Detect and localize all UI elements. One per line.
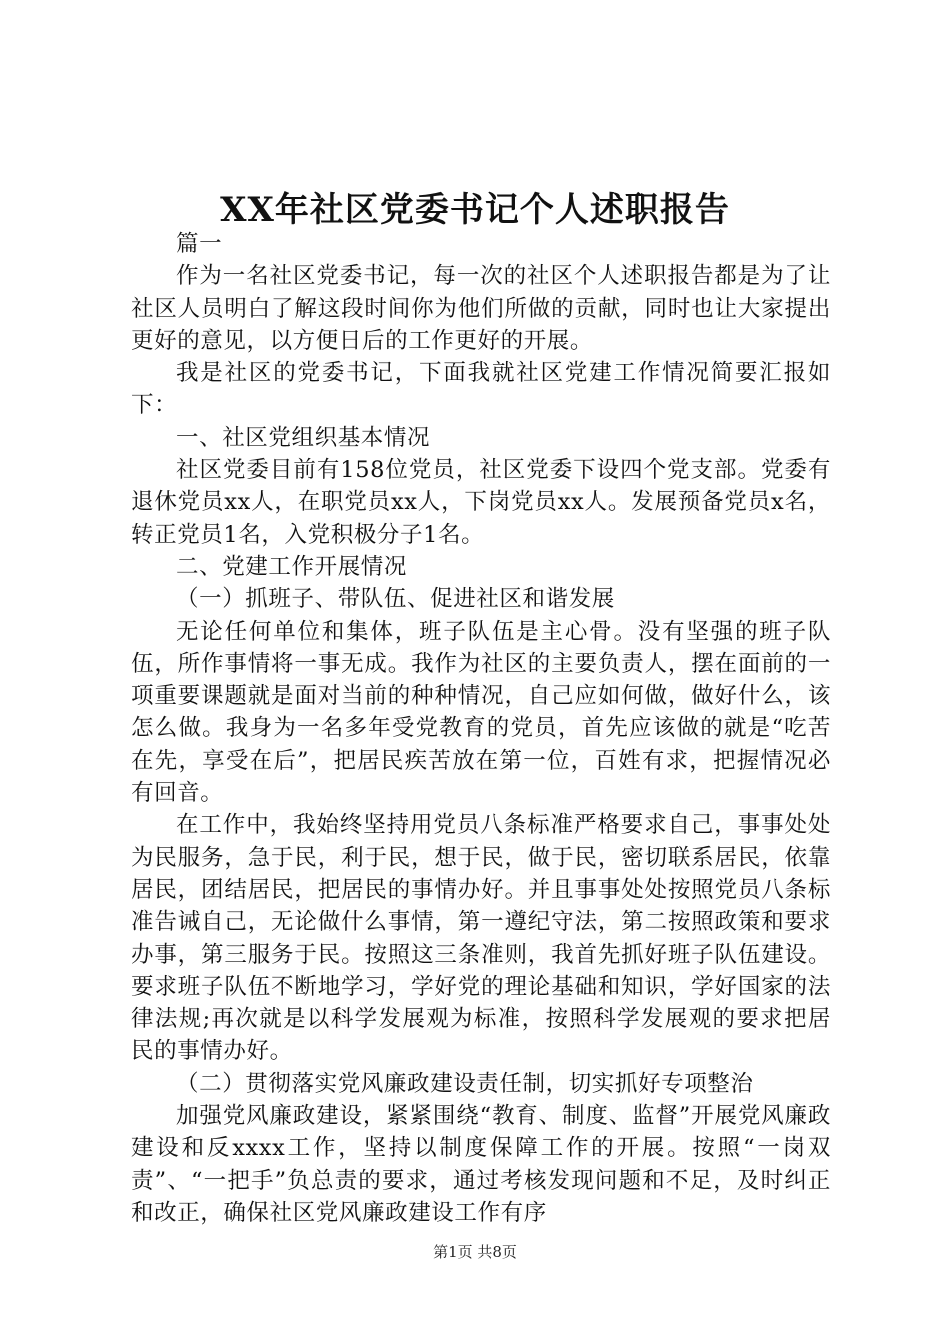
subsection-heading: （二）贯彻落实党风廉政建设责任制，切实抓好专项整治: [176, 1070, 754, 1097]
body-paragraph: 无论任何单位和集体，班子队伍是主心骨。没有坚强的班子队伍，所作事情将一事无成。我作为社区的主要负责人，摆在面前的一项重要课题就是面对当前的种种情况，自己应如何做，做好什么，该怎么做。我身为一名多年受党教育的党员，首先应该做的就是“吃苦在先，享受在后”，把居民疾苦放在第一位，百姓有求，把握情况必有回音。: [131, 618, 831, 807]
section-heading: 一、社区党组织基本情况: [176, 424, 431, 451]
section-heading: 二、党建工作开展情况: [176, 553, 408, 580]
document-body: [131, 228, 831, 1229]
body-paragraph: 作为一名社区党委书记，每一次的社区个人述职报告都是为了让社区人员明白了解这段时间你为他们所做的贡献，同时也让大家提出更好的意见，以方便日后的工作更好的开展。: [131, 263, 831, 354]
body-paragraph: 我是社区的党委书记，下面我就社区党建工作情况简要汇报如下：: [131, 360, 831, 419]
section-label: 篇一: [176, 231, 223, 257]
body-paragraph: 加强党风廉政建设，紧紧围绕“教育、制度、监督”开展党风廉政建设和反xxxx工作，坚持以制度保障工作的开展。按照“一岗双责”、“一把手”负总责的要求，通过考核发现问题和不足，及时纠正和改正，确保社区党风廉政建设工作有序: [131, 1103, 831, 1226]
body-paragraph: 社区党委目前有158位党员，社区党委下设四个党支部。党委有退休党员xx人，在职党员xx人，下岗党员xx人。发展预备党员x名，转正党员1名，入党积极分子1名。: [131, 457, 831, 548]
document-title: XX年社区党委书记个人述职报告: [220, 190, 730, 230]
body-paragraph: 在工作中，我始终坚持用党员八条标准严格要求自己，事事处处为民服务，急于民，利于民，想于民，做于民，密切联系居民，依靠居民，团结居民，把居民的事情办好。并且事事处处按照党员八条标准告诫自己，无论做什么事情，第一遵纪守法，第二按照政策和要求办事，第三服务于民。按照这三条准则，我首先抓好班子队伍建设。要求班子队伍不断地学习，学好党的理论基础和知识，学好国家的法律法规;再次就是以科学发展观为标准，按照科学发展观的要求把居民的事情办好。: [131, 812, 831, 1065]
subsection-heading: （一）抓班子、带队伍、促进社区和谐发展: [176, 586, 615, 613]
page-footer: 第1页 共8页: [433, 1243, 517, 1261]
